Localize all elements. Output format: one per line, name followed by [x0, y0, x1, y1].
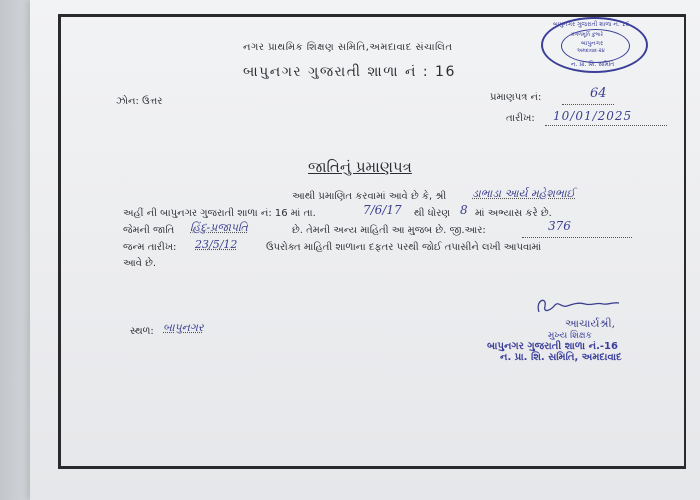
principal-title: આચાર્યશ્રી,: [565, 317, 616, 330]
standard-value: 8: [460, 203, 468, 217]
gr-no-line: [522, 225, 632, 238]
seal-text-inner: બાપુનગર: [581, 40, 604, 47]
body-line-4a: જન્મ તારીખ:: [123, 242, 177, 253]
date-label: તારીખ:: [506, 113, 535, 124]
body-line-2a: અહીં ની બાપુનગર ગુજરાતી શાળા નં: 16 માં તા.: [123, 208, 316, 219]
body-line-3a: જેમની જાતિ: [123, 225, 175, 236]
body-line-1: આથી પ્રમાણિત કરવામાં આવે છે કે, શ્રી: [292, 191, 447, 202]
head-teacher-label: મુખ્ય શિક્ષક: [548, 331, 592, 341]
place-value: બાપુનગર: [163, 321, 204, 334]
principal-signature: [533, 296, 623, 318]
committee-stamp-line: ન. પ્રા. શિ. સમિતિ, અમદાવાદ: [500, 352, 622, 363]
certificate-title: જાતિનું પ્રમાણપત્ર: [308, 158, 412, 176]
school-seal: [541, 17, 648, 73]
date-value: 10/01/2025: [553, 109, 633, 123]
caste-value: હિંદુ-પ્રજાપતિ: [190, 221, 248, 234]
admission-date: 7/6/17: [363, 203, 402, 217]
body-line-2b: થી ધોરણ: [414, 208, 451, 219]
birth-date-value: 23/5/12: [195, 238, 238, 251]
seal-text-inner-2: અમદાવાદ-૨૪: [577, 48, 605, 54]
seal-text-mid: મંગળમૂર્તિ કુંભારે: [571, 32, 603, 38]
certificate-no-value: 64: [590, 86, 607, 101]
gr-no-value: 376: [548, 219, 571, 233]
certificate-no-label: પ્રમાણપત્ર નં:: [490, 92, 542, 103]
seal-text-bottom: ન. પ્રા. શિ. સમિતિ: [571, 61, 615, 68]
seal-text-outer: બાપુનગર ગુજરાતી શાળા નં. 16: [553, 21, 630, 28]
committee-heading: નગર પ્રાથમિક શિક્ષણ સમિતિ,અમદાવાદ સંચાલિત: [243, 42, 453, 53]
student-name: ડાભાડા આર્ય મહેશભાઈ: [472, 187, 576, 200]
body-line-3b: છે. તેમની અન્ય માહિતી આ મુજબ છે. જી.આર:: [292, 225, 486, 236]
body-line-4b: ઉપરોક્ત માહિતી શાળાના દફતર પરથી જોઈ તપાસીને લખી આપવામાં: [266, 242, 542, 253]
body-line-2c: માં અભ્યાસ કરે છે.: [475, 208, 552, 219]
zone-label: ઝોન: ઉત્તર: [116, 96, 163, 107]
place-label: સ્થળ:: [130, 326, 154, 337]
school-stamp-line: બાપુનગર ગુજરાતી શાળા નં.-16: [487, 341, 618, 352]
school-name: બાપુનગર ગુજરાતી શાળા નં : 16: [243, 64, 456, 80]
body-line-5: આવે છે.: [123, 258, 157, 269]
